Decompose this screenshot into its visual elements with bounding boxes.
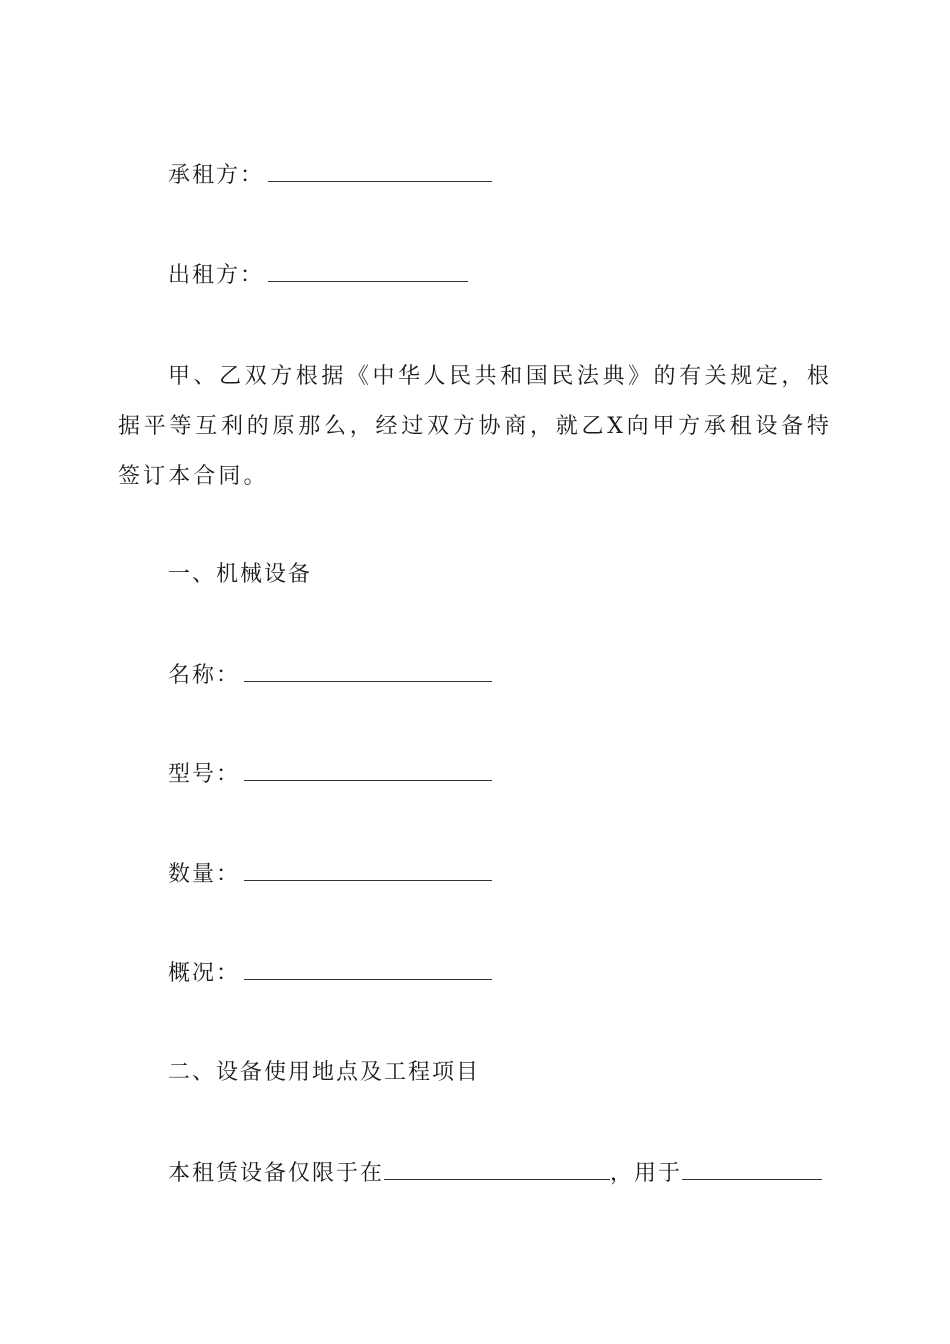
section-2-title: 二、设备使用地点及工程项目 (168, 1060, 481, 1085)
quantity-blank (244, 860, 492, 881)
model-row (168, 760, 492, 789)
overview-label: 概况： (168, 961, 241, 986)
overview-row (168, 959, 492, 988)
usage-prefix: 本租赁设备仅限于在 (168, 1161, 385, 1186)
lessor-label: 出租方： (168, 263, 265, 288)
section-1-title: 一、机械设备 (168, 562, 313, 587)
lessee-blank (268, 161, 492, 182)
model-blank (244, 760, 492, 781)
name-blank (244, 661, 492, 682)
lessee-label: 承租方： (168, 163, 265, 188)
usage-row (168, 1159, 822, 1188)
usage-location-blank (384, 1159, 610, 1180)
quantity-label: 数量： (168, 862, 241, 887)
lessee-row (168, 161, 492, 190)
intro-paragraph: 甲、乙双方根据《中华人民共和国民法典》的有关规定，根据平等互利的原那么，经过双方协商，就乙X向甲方承租设备特签订本合同。 (118, 364, 832, 489)
name-row (168, 661, 492, 690)
model-label: 型号： (168, 762, 241, 787)
usage-purpose-blank (682, 1159, 822, 1180)
overview-blank (244, 959, 492, 980)
quantity-row (168, 860, 492, 889)
lessor-row (168, 261, 468, 290)
name-label: 名称： (168, 663, 241, 688)
usage-middle: ，用于 (610, 1161, 683, 1186)
lessor-blank (268, 261, 468, 282)
